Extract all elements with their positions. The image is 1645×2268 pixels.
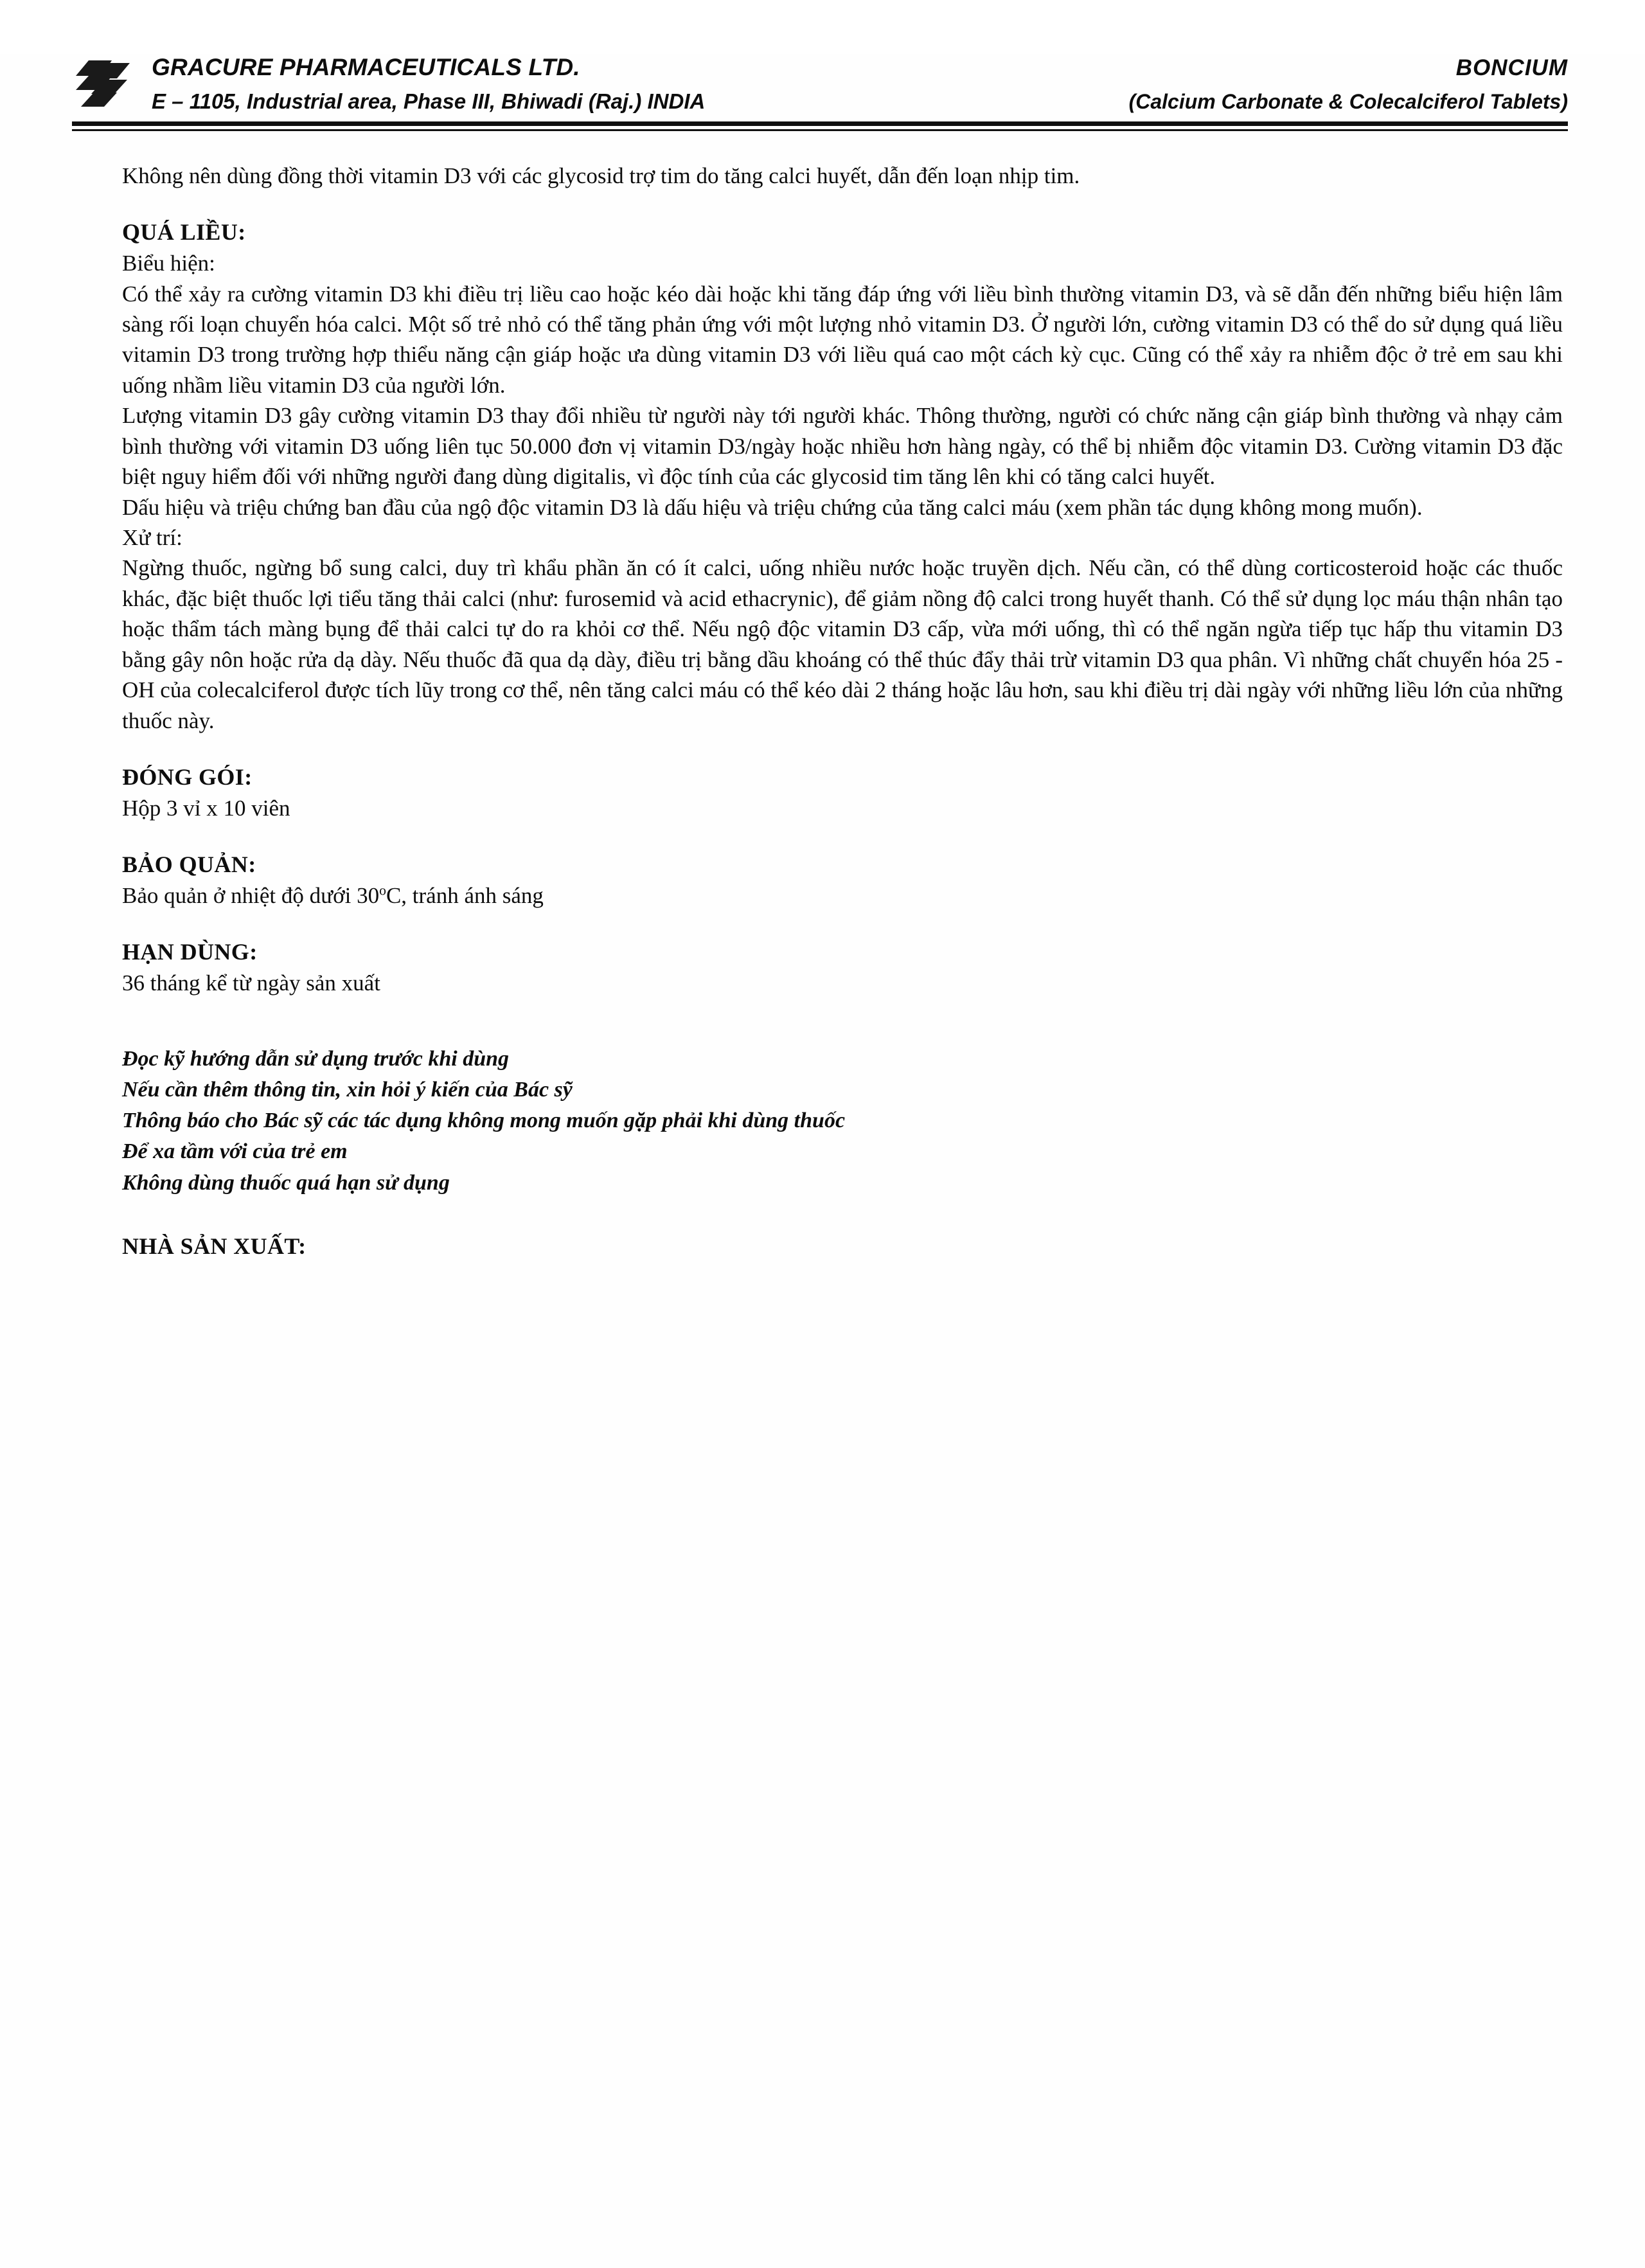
header-text-block <box>152 54 1568 114</box>
degree-symbol: o <box>379 882 386 898</box>
overdose-paragraph-1: Có thể xảy ra cường vitamin D3 khi điều trị liều cao hoặc kéo dài hoặc khi tăng đáp ứng với liều bình thường vitamin D3, và sẽ dẫn đến những biểu hiện lâm sàng rối loạn chuyển hóa calci. Một số trẻ nhỏ có thể tăng phản ứng với một lượng nhỏ vitamin D3. Ở người lớn, cường vitamin D3 có thể do sử dụng quá liều vitamin D3 trong trường hợp thiểu năng cận giáp hoặc ưa dùng vitamin D3 với liều quá cao một cách kỳ cục. Cũng có thể xảy ra nhiễm độc ở trẻ em sau khi uống nhầm liều vitamin D3 của người lớn. <box>122 281 1563 398</box>
section-heading-packaging: ĐÓNG GÓI: <box>122 763 253 790</box>
notice-item: Để xa tầm với của trẻ em <box>122 1139 348 1164</box>
shelf-life-text: 36 tháng kể từ ngày sản xuất <box>122 970 380 996</box>
divider-thin <box>72 129 1568 131</box>
section-heading-storage: BẢO QUẢN: <box>122 852 256 878</box>
company-address: E – 1105, Industrial area, Phase III, Bhiwadi (Raj.) INDIA <box>152 89 706 113</box>
overdose-subheading-treatment: Xử trí: <box>122 524 182 550</box>
notices-list <box>122 1044 1563 1199</box>
overdose-paragraph-3: Dấu hiệu và triệu chứng ban đầu của ngộ độc vitamin D3 là dấu hiệu và triệu chứng của tăng calci máu (xem phần tác dụng không mong muốn). <box>122 494 1423 520</box>
company-name: GRACURE PHARMACEUTICALS LTD. <box>152 54 580 80</box>
intro-paragraph: Không nên dùng đồng thời vitamin D3 với các glycosid trợ tim do tăng calci huyết, dẫn đến loạn nhịp tim. <box>122 163 1080 188</box>
document-page <box>0 54 1645 2268</box>
packaging-text: Hộp 3 vỉ x 10 viên <box>122 795 290 821</box>
document-header <box>72 54 1568 114</box>
brand-subtitle: (Calcium Carbonate & Colecalciferol Tablets) <box>1128 90 1568 113</box>
storage-text-after: C, tránh ánh sáng <box>386 882 544 908</box>
storage-text <box>122 880 1563 911</box>
divider-thick <box>72 121 1568 126</box>
document-body <box>122 161 1563 1262</box>
section-heading-manufacturer: NHÀ SẢN XUẤT: <box>122 1233 307 1259</box>
brand-name: BONCIUM <box>1455 55 1568 80</box>
overdose-paragraph-2: Lượng vitamin D3 gây cường vitamin D3 thay đổi nhiều từ người này tới người khác. Thông thường, người có chức năng cận giáp bình thường và nhạy cảm bình thường với vitamin D3 uống liên tục 50.000 đơn vị vitamin D3/ngày hoặc nhiều hơn hàng ngày, có thể bị nhiễm độc vitamin D3. Cường vitamin D3 đặc biệt nguy hiểm đối với những người đang dùng digitalis, vì độc tính của các glycosid tim tăng lên khi có tăng calci huyết. <box>122 403 1563 490</box>
section-heading-overdose: QUÁ LIỀU: <box>122 219 246 246</box>
overdose-paragraph-4: Ngừng thuốc, ngừng bổ sung calci, duy trì khẩu phần ăn có ít calci, uống nhiều nước hoặc truyền dịch. Nếu cần, có thể dùng corticosteroid hoặc các thuốc khác, đặc biệt thuốc lợi tiểu tăng thải calci (như: furosemid và acid ethacrynic), để giảm nồng độ calci trong huyết thanh. Có thể sử dụng lọc máu thận nhân tạo hoặc thẩm tách màng bụng để thải calci tự do ra khỏi cơ thể. Nếu ngộ độc vitamin D3 cấp, vừa mới uống, thì có thể ngăn ngừa tiếp tục hấp thu vitamin D3 bằng gây nôn hoặc rửa dạ dày. Nếu thuốc đã qua dạ dày, điều trị bằng dầu khoáng có thể thúc đẩy thải trừ vitamin D3 qua phân. Vì những chất chuyển hóa 25 - OH của colecalciferol được tích lũy trong cơ thể, nên tăng calci máu có thể kéo dài 2 tháng hoặc lâu hơn, sau khi điều trị dài ngày với những liều lớn của những thuốc này. <box>122 555 1563 733</box>
header-divider <box>72 121 1568 131</box>
section-heading-shelf-life: HẠN DÙNG: <box>122 939 258 965</box>
notice-item: Thông báo cho Bác sỹ các tác dụng không mong muốn gặp phải khi dùng thuốc <box>122 1109 846 1133</box>
notice-item: Không dùng thuốc quá hạn sử dụng <box>122 1170 450 1195</box>
notice-item: Nếu cần thêm thông tin, xin hỏi ý kiến của Bác sỹ <box>122 1077 573 1102</box>
overdose-subheading-symptoms: Biểu hiện: <box>122 251 215 276</box>
gracure-logo-icon <box>72 57 134 113</box>
storage-text-before: Bảo quản ở nhiệt độ dưới 30 <box>122 882 380 908</box>
notice-item: Đọc kỹ hướng dẫn sử dụng trước khi dùng <box>122 1046 510 1071</box>
